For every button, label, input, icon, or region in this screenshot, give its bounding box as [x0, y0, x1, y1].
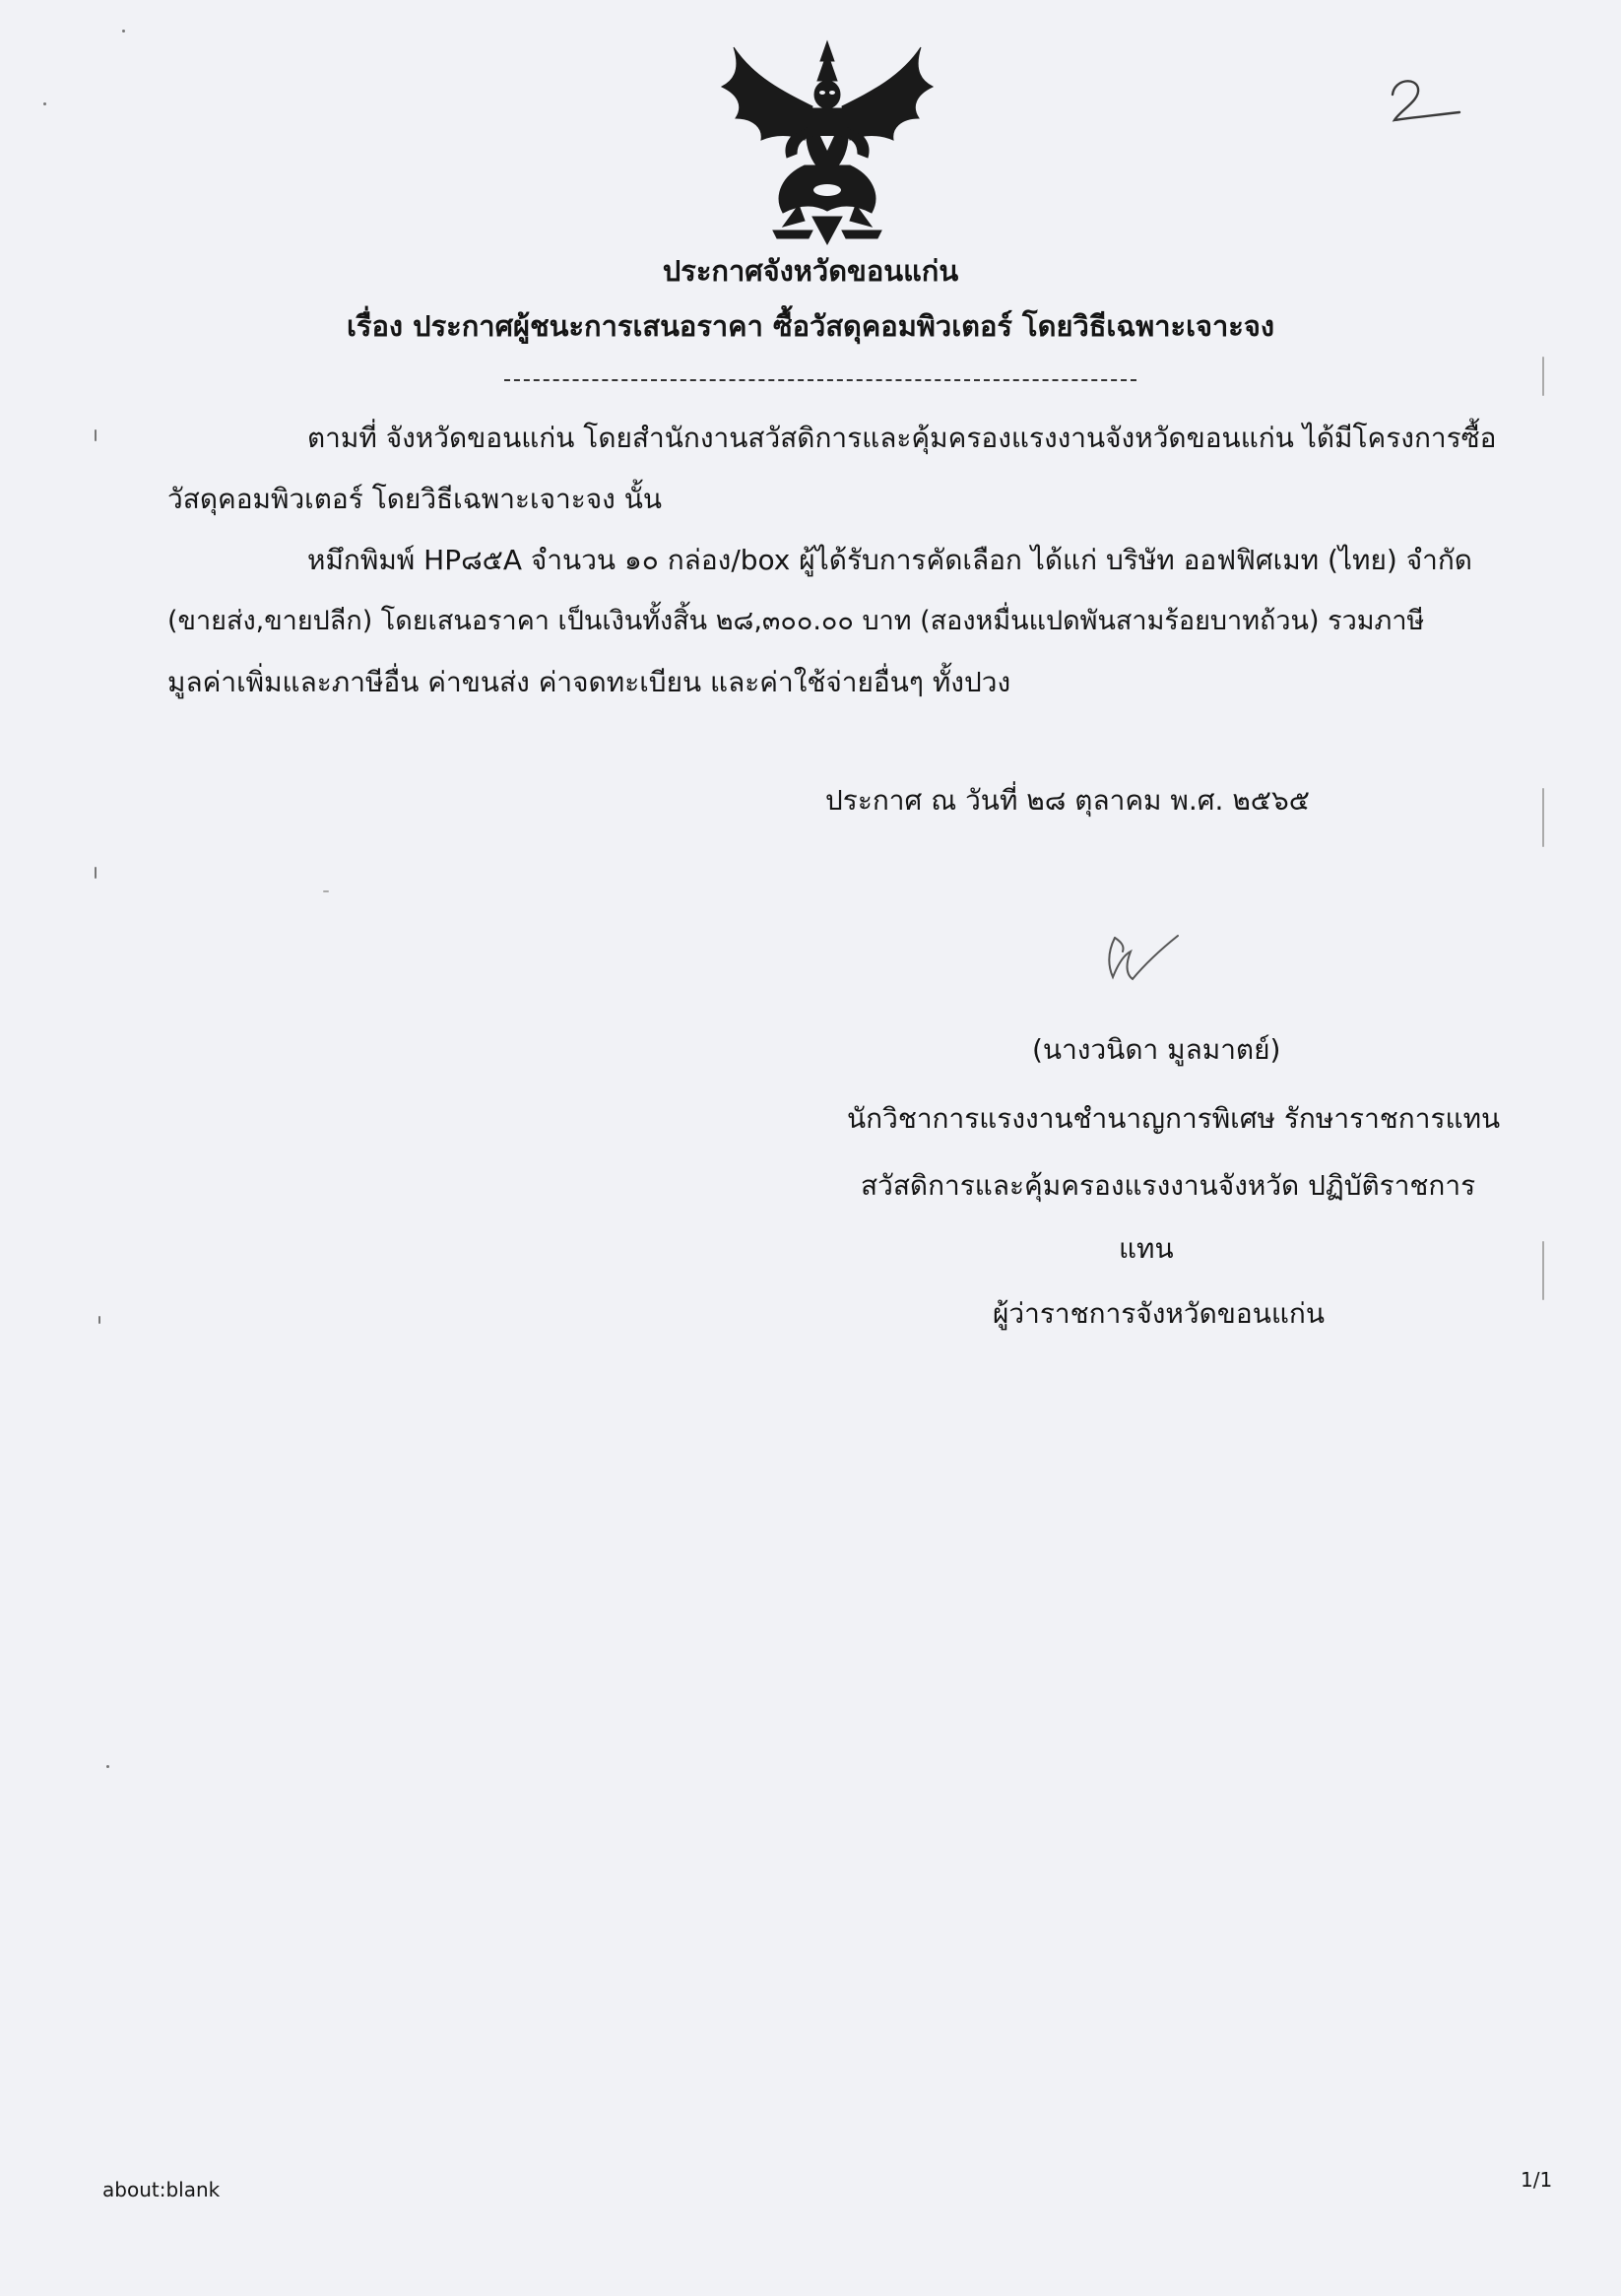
paragraph2-line1: หมึกพิมพ์ HP๘๕A จำนวน ๑๐ กล่อง/box ผู้ได้รับการคัดเลือก ได้แก่ บริษัท ออฟฟิศเมท (ไทย) จำกัด	[307, 544, 1472, 576]
footer-url: about:blank	[102, 2178, 221, 2201]
scan-speck	[95, 429, 97, 441]
footer-page-number: 1/1	[1521, 2168, 1553, 2192]
signatory-position-line4: ผู้ว่าราชการจังหวัดขอนแก่น	[993, 1297, 1326, 1330]
signatory-position-line2: สวัสดิการและคุ้มครองแรงงานจังหวัด ปฏิบัติราชการ	[861, 1169, 1476, 1202]
signatory-position-line1: นักวิชาการแรงงานชำนาญการพิเศษ รักษาราชการแทน	[847, 1102, 1501, 1135]
scan-speck	[1542, 788, 1544, 847]
scan-speck	[122, 30, 125, 33]
signatory-position-line3: แทน	[1119, 1232, 1174, 1265]
scan-speck	[1542, 357, 1544, 396]
scan-speck	[43, 102, 46, 105]
divider-rule	[504, 379, 1136, 381]
announcement-date: ประกาศ ณ วันที่ ๒๘ ตุลาคม พ.ศ. ๒๕๖๕	[825, 784, 1310, 817]
handwritten-signature	[1101, 928, 1190, 997]
signatory-name: (นางวนิดา มูลมาตย์)	[1032, 1033, 1281, 1066]
scan-speck	[1542, 1241, 1544, 1300]
announcement-subject: เรื่อง ประกาศผู้ชนะการเสนอราคา ซื้อวัสดุคอมพิวเตอร์ โดยวิธีเฉพาะเจาะจง	[347, 309, 1274, 343]
paragraph2-line2: (ขายส่ง,ขายปลีก) โดยเสนอราคา เป็นเงินทั้งสิ้น ๒๘,๓๐๐.๐๐ บาท (สองหมื่นแปดพันสามร้อยบาทถ้วน) รวมภาษี	[167, 606, 1425, 636]
paragraph2-line3: มูลค่าเพิ่มและภาษีอื่น ค่าขนส่ง ค่าจดทะเบียน และค่าใช้จ่ายอื่นๆ ทั้งปวง	[167, 666, 1011, 698]
garuda-emblem-icon	[714, 37, 940, 249]
paragraph1-line2: วัสดุคอมพิวเตอร์ โดยวิธีเฉพาะเจาะจง นั้น	[167, 483, 662, 515]
announcement-heading: ประกาศจังหวัดขอนแก่น	[662, 254, 959, 288]
scan-speck	[98, 1316, 100, 1324]
paragraph1-line1: ตามที่ จังหวัดขอนแก่น โดยสำนักงานสวัสดิการและคุ้มครองแรงงานจังหวัดขอนแก่น ได้มีโครงการซื้อ	[307, 422, 1497, 454]
handwritten-page-mark	[1387, 73, 1465, 132]
scan-speck	[106, 1765, 109, 1768]
scan-speck	[323, 890, 329, 892]
scan-speck	[95, 867, 97, 879]
